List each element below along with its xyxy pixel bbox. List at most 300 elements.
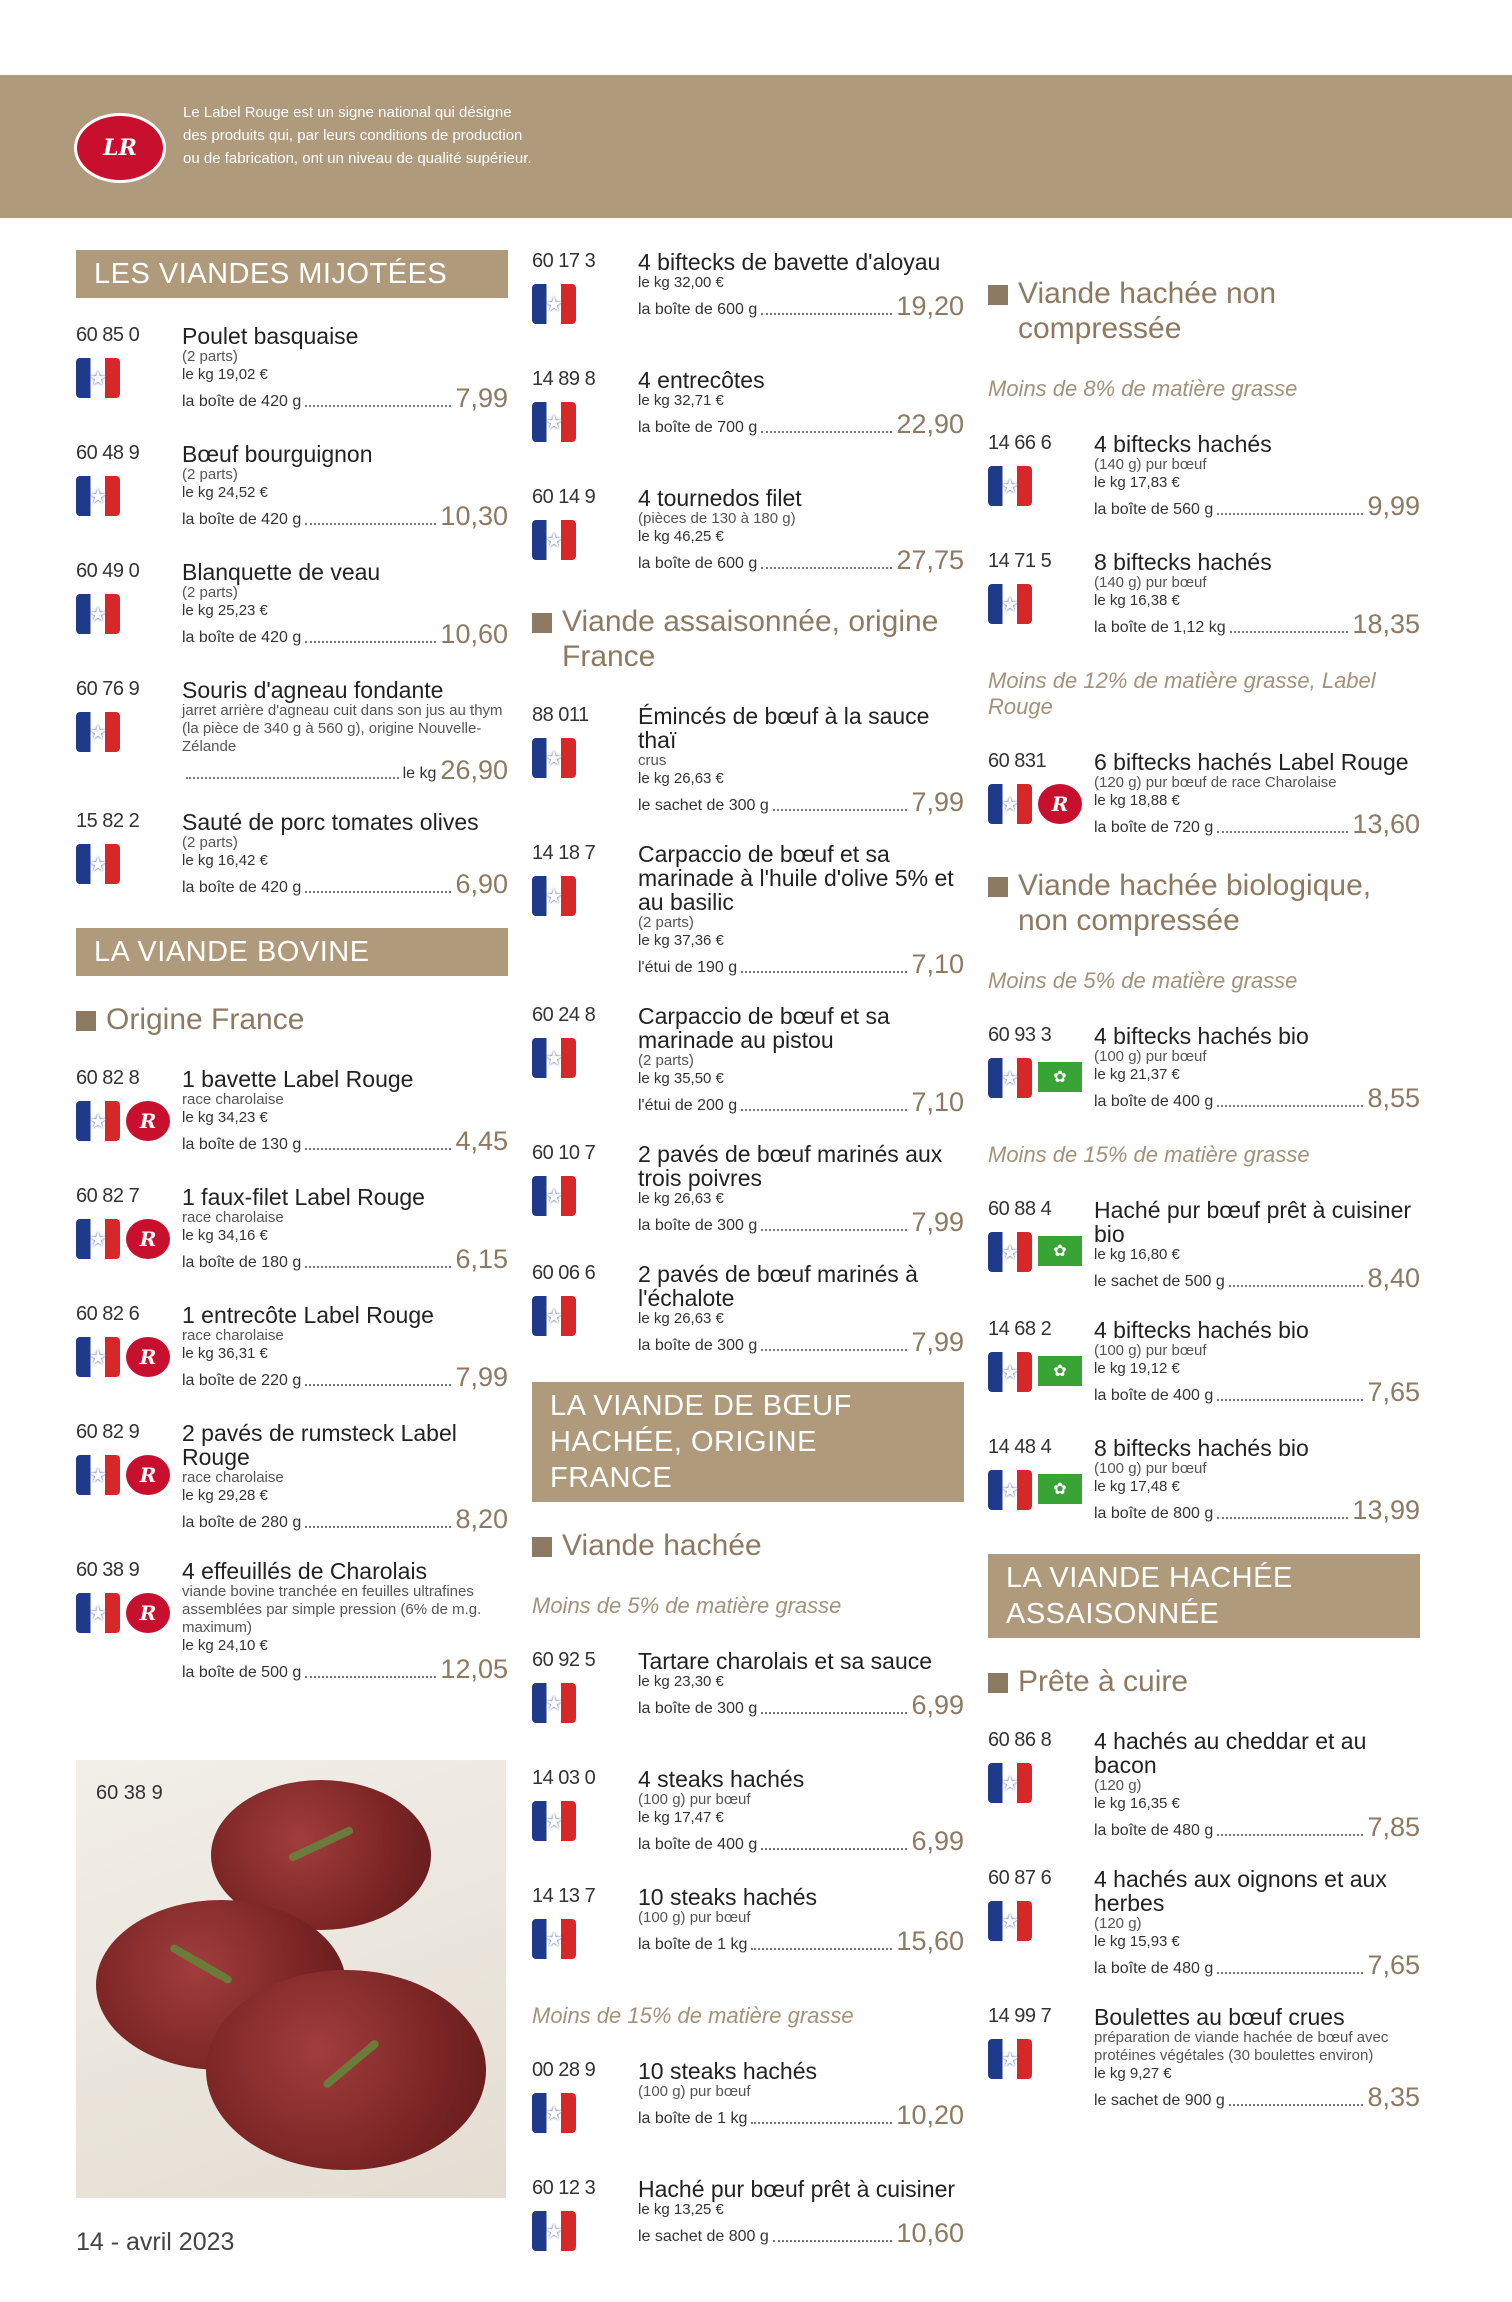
product-badges xyxy=(76,1219,170,1259)
product-name: Boulettes au bœuf crues xyxy=(1094,2004,1345,2030)
product-name: 4 tournedos filet xyxy=(638,485,802,511)
product-name: 4 entrecôtes xyxy=(638,367,765,393)
product-badges xyxy=(532,738,576,778)
product-price: 7,85 xyxy=(1367,1812,1420,1842)
origine-france-icon: ★ xyxy=(532,1801,576,1841)
product-item xyxy=(532,2177,964,2269)
origine-france-icon: ★ xyxy=(532,1296,576,1336)
product-code: 60 82 9 xyxy=(76,1421,140,1443)
product-code: 60 92 5 xyxy=(532,1649,596,1671)
origine-france-icon: ★ xyxy=(532,876,576,916)
section-heading: LA VIANDE HACHÉE ASSAISONNÉE xyxy=(988,1554,1420,1638)
origine-france-icon: ★ xyxy=(532,284,576,324)
price-per-kg: le kg 17,83 € xyxy=(1094,474,1180,491)
price-line xyxy=(182,1363,508,1391)
product-badges xyxy=(988,784,1082,824)
product-code: 60 87 6 xyxy=(988,1867,1052,1889)
package-size: la boîte de 600 g xyxy=(638,555,758,572)
product-name: Tartare charolais et sa sauce xyxy=(638,1648,933,1674)
package-size: la boîte de 420 g xyxy=(182,879,302,896)
product-price: 10,60 xyxy=(896,2218,964,2248)
product-item xyxy=(76,1185,508,1277)
product-badges xyxy=(532,1919,576,1959)
product-price: 6,15 xyxy=(455,1244,508,1274)
product-price: 26,90 xyxy=(440,755,508,785)
package-size: la boîte de 720 g xyxy=(1094,819,1214,836)
product-badges xyxy=(76,1101,170,1141)
product-price: 7,99 xyxy=(911,787,964,817)
price-per-kg: le kg 16,80 € xyxy=(1094,1246,1180,1263)
product-name: 10 steaks hachés xyxy=(638,2058,818,2084)
product-description: jarret arrière d'agneau cuit dans son jus au thym (la pièce de 340 g à 560 g), origine Nouvelle-Zélande xyxy=(182,702,503,755)
product-code: 60 38 9 xyxy=(76,1559,140,1581)
product-description: (140 g) pur bœuf xyxy=(1094,456,1207,473)
organic-leaf-icon: ✿ xyxy=(1038,1474,1082,1504)
price-line xyxy=(638,546,964,574)
product-name: Sauté de porc tomates olives xyxy=(182,809,479,835)
product-code: 60 82 8 xyxy=(76,1067,140,1089)
section-heading: LES VIANDES MIJOTÉES xyxy=(76,250,508,298)
package-size: la boîte de 400 g xyxy=(638,1836,758,1853)
product-description: (2 parts) xyxy=(638,1052,694,1069)
product-code: 14 03 0 xyxy=(532,1767,596,1789)
product-badges xyxy=(988,466,1032,506)
origine-france-icon: ★ xyxy=(988,1763,1032,1803)
price-line xyxy=(1094,1813,1420,1841)
dot-leader xyxy=(186,777,399,779)
product-description: (100 g) pur bœuf xyxy=(1094,1460,1207,1477)
package-size: la boîte de 1 kg xyxy=(638,2110,748,2127)
label-rouge-icon: R xyxy=(1038,784,1082,824)
product-description: préparation de viande hachée de bœuf avec protéines végétales (30 boulettes environ) xyxy=(1094,2029,1389,2064)
product-item xyxy=(988,1729,1420,1841)
price-line xyxy=(638,410,964,438)
product-name: Poulet basquaise xyxy=(182,323,359,349)
package-size: le sachet de 300 g xyxy=(638,797,769,814)
product-item xyxy=(988,1867,1420,1979)
product-photo xyxy=(76,1760,506,2198)
price-per-kg: le kg 32,00 € xyxy=(638,274,724,291)
dot-leader xyxy=(773,2240,893,2242)
product-code: 60 49 0 xyxy=(76,560,140,582)
product-price: 6,99 xyxy=(911,1826,964,1856)
dot-leader xyxy=(1230,631,1349,633)
price-line xyxy=(638,1328,964,1356)
product-price: 7,65 xyxy=(1367,1950,1420,1980)
product-badges xyxy=(988,1763,1032,1803)
product-code: 14 18 7 xyxy=(532,842,596,864)
product-description: (140 g) pur bœuf xyxy=(1094,574,1207,591)
product-price: 7,65 xyxy=(1367,1377,1420,1407)
product-code: 15 82 2 xyxy=(76,810,140,832)
price-per-kg: le kg 16,38 € xyxy=(1094,592,1180,609)
product-description: (120 g) pur bœuf de race Charolaise xyxy=(1094,774,1337,791)
product-name: 8 biftecks hachés xyxy=(1094,549,1272,575)
price-line xyxy=(638,1927,964,1955)
dot-leader xyxy=(305,1384,451,1386)
dot-leader xyxy=(305,891,451,893)
origine-france-icon: ★ xyxy=(76,1219,120,1259)
organic-leaf-icon: ✿ xyxy=(1038,1062,1082,1092)
product-code: 14 48 4 xyxy=(988,1436,1052,1458)
product-price: 15,60 xyxy=(896,1926,964,1956)
price-line xyxy=(638,292,964,320)
origine-france-icon: ★ xyxy=(532,2093,576,2133)
package-size: la boîte de 130 g xyxy=(182,1136,302,1153)
product-badges xyxy=(532,876,576,916)
subsection-heading: Viande hachée biologique, non compressée xyxy=(988,868,1420,938)
origine-france-icon: ★ xyxy=(532,1683,576,1723)
label-rouge-icon: R xyxy=(126,1219,170,1259)
subsection-heading: Viande assaisonnée, origine France xyxy=(532,604,964,674)
fat-content-note: Moins de 8% de matière grasse xyxy=(988,376,1298,401)
dot-leader xyxy=(305,1148,451,1150)
product-description: race charolaise xyxy=(182,1327,284,1344)
dot-leader xyxy=(1217,1105,1363,1107)
price-line xyxy=(182,1505,508,1533)
origine-france-icon: ★ xyxy=(76,1101,120,1141)
package-size: la boîte de 480 g xyxy=(1094,1822,1214,1839)
label-rouge-icon: R xyxy=(126,1101,170,1141)
price-per-kg: le kg 35,50 € xyxy=(638,1070,724,1087)
product-item xyxy=(988,432,1420,524)
price-line xyxy=(1094,1951,1420,1979)
product-price: 8,40 xyxy=(1367,1263,1420,1293)
package-size: la boîte de 700 g xyxy=(638,419,758,436)
product-price: 6,90 xyxy=(455,869,508,899)
package-size: le kg xyxy=(402,765,437,782)
product-name: 4 biftecks hachés xyxy=(1094,431,1272,457)
fat-content-note: Moins de 5% de matière grasse xyxy=(988,968,1298,993)
photo-product-code: 60 38 9 xyxy=(96,1782,163,1804)
product-name: Souris d'agneau fondante xyxy=(182,677,444,703)
price-per-kg: le kg 16,35 € xyxy=(1094,1795,1180,1812)
product-code: 60 93 3 xyxy=(988,1024,1052,1046)
product-price: 7,10 xyxy=(911,1087,964,1117)
label-rouge-banner xyxy=(0,75,1512,218)
column-3 xyxy=(988,262,1420,2137)
dot-leader xyxy=(1217,1834,1363,1836)
price-line xyxy=(182,870,508,898)
fat-content-note: Moins de 5% de matière grasse xyxy=(532,1593,842,1618)
dot-leader xyxy=(773,809,908,811)
price-line xyxy=(182,620,508,648)
product-badges xyxy=(988,2039,1032,2079)
product-price: 13,60 xyxy=(1352,809,1420,839)
price-line xyxy=(1094,1264,1420,1292)
product-badges xyxy=(988,1058,1082,1098)
price-per-kg: le kg 46,25 € xyxy=(638,528,724,545)
product-code: 00 28 9 xyxy=(532,2059,596,2081)
package-size: la boîte de 300 g xyxy=(638,1337,758,1354)
dot-leader xyxy=(761,1712,907,1714)
price-per-kg: le kg 23,30 € xyxy=(638,1673,724,1690)
subsection-heading: Prête à cuire xyxy=(988,1664,1420,1699)
dot-leader xyxy=(751,1948,892,1950)
origine-france-icon: ★ xyxy=(988,584,1032,624)
price-line xyxy=(1094,1084,1420,1112)
product-description: (120 g) xyxy=(1094,1915,1142,1932)
product-price: 10,20 xyxy=(896,2100,964,2130)
price-line xyxy=(182,1127,508,1155)
column-2 xyxy=(532,250,964,2295)
package-size: la boîte de 1 kg xyxy=(638,1936,748,1953)
price-line xyxy=(1094,1496,1420,1524)
section-heading: LA VIANDE DE BŒUF HACHÉE, ORIGINE FRANCE xyxy=(532,1382,964,1502)
package-size: l'étui de 200 g xyxy=(638,1097,738,1114)
product-name: 2 pavés de bœuf marinés à l'échalote xyxy=(638,1261,918,1311)
price-per-kg: le kg 16,42 € xyxy=(182,852,268,869)
product-price: 9,99 xyxy=(1367,491,1420,521)
product-item xyxy=(988,1024,1420,1116)
product-item xyxy=(532,1767,964,1859)
product-item xyxy=(532,486,964,578)
product-badges xyxy=(532,2093,576,2133)
product-description: (100 g) pur bœuf xyxy=(1094,1342,1207,1359)
price-line xyxy=(182,502,508,530)
package-size: la boîte de 400 g xyxy=(1094,1093,1214,1110)
product-name: Bœuf bourguignon xyxy=(182,441,373,467)
dot-leader xyxy=(305,405,451,407)
product-name: 1 bavette Label Rouge xyxy=(182,1066,414,1092)
package-size: la boîte de 420 g xyxy=(182,511,302,528)
price-line xyxy=(182,756,508,784)
origine-france-icon: ★ xyxy=(988,466,1032,506)
product-item xyxy=(76,1559,508,1683)
section-heading: LA VIANDE BOVINE xyxy=(76,928,508,976)
banner-text: Le Label Rouge est un signe national qui désigne des produits qui, par leurs conditions de production ou de fabrication, ont un niveau de qualité supérieur. xyxy=(183,104,532,167)
product-description: crus xyxy=(638,752,667,769)
origine-france-icon: ★ xyxy=(76,476,120,516)
product-name: 4 biftecks hachés bio xyxy=(1094,1023,1309,1049)
product-badges xyxy=(532,1296,576,1336)
product-code: 60 06 6 xyxy=(532,1262,596,1284)
product-price: 10,60 xyxy=(440,619,508,649)
price-per-kg: le kg 25,23 € xyxy=(182,602,268,619)
price-line xyxy=(1094,492,1420,520)
product-price: 7,99 xyxy=(455,383,508,413)
dot-leader xyxy=(1229,1285,1364,1287)
price-per-kg: le kg 24,10 € xyxy=(182,1637,268,1654)
product-price: 4,45 xyxy=(455,1126,508,1156)
package-size: la boîte de 600 g xyxy=(638,301,758,318)
dot-leader xyxy=(741,971,907,973)
origine-france-icon: ★ xyxy=(532,2211,576,2251)
product-code: 14 13 7 xyxy=(532,1885,596,1907)
dot-leader xyxy=(1217,1517,1348,1519)
dot-leader xyxy=(305,1676,436,1678)
package-size: la boîte de 1,12 kg xyxy=(1094,619,1226,636)
product-badges xyxy=(532,284,576,324)
price-line xyxy=(182,384,508,412)
price-per-kg: le kg 21,37 € xyxy=(1094,1066,1180,1083)
fat-content-note: Moins de 15% de matière grasse xyxy=(988,1142,1310,1167)
subsection-heading: Viande hachée xyxy=(532,1528,964,1563)
organic-leaf-icon: ✿ xyxy=(1038,1236,1082,1266)
product-name: 6 biftecks hachés Label Rouge xyxy=(1094,749,1409,775)
price-per-kg: le kg 19,12 € xyxy=(1094,1360,1180,1377)
product-code: 60 82 7 xyxy=(76,1185,140,1207)
dot-leader xyxy=(305,1266,451,1268)
product-price: 7,10 xyxy=(911,949,964,979)
product-code: 60 12 3 xyxy=(532,2177,596,2199)
origine-france-icon: ★ xyxy=(532,402,576,442)
product-description: (2 parts) xyxy=(182,466,238,483)
price-per-kg: le kg 17,48 € xyxy=(1094,1478,1180,1495)
product-name: 2 pavés de bœuf marinés aux trois poivres xyxy=(638,1141,943,1191)
origine-france-icon: ★ xyxy=(76,1593,120,1633)
price-line xyxy=(638,1827,964,1855)
product-item xyxy=(532,250,964,342)
product-badges xyxy=(988,1470,1082,1510)
product-description: race charolaise xyxy=(182,1091,284,1108)
product-code: 14 99 7 xyxy=(988,2005,1052,2027)
origine-france-icon: ★ xyxy=(988,1232,1032,1272)
product-description: (pièces de 130 à 180 g) xyxy=(638,510,796,527)
price-line xyxy=(638,950,964,978)
price-line xyxy=(1094,810,1420,838)
product-name: 2 pavés de rumsteck Label Rouge xyxy=(182,1420,457,1470)
product-code: 60 76 9 xyxy=(76,678,140,700)
product-code: 60 86 8 xyxy=(988,1729,1052,1751)
product-code: 60 24 8 xyxy=(532,1004,596,1026)
origine-france-icon: ★ xyxy=(76,594,120,634)
product-code: 60 14 9 xyxy=(532,486,596,508)
product-badges xyxy=(76,1337,170,1377)
product-item xyxy=(988,2005,1420,2111)
product-item xyxy=(988,550,1420,642)
subsection-heading: Viande hachée non compressée xyxy=(988,276,1420,346)
price-per-kg: le kg 36,31 € xyxy=(182,1345,268,1362)
product-description: race charolaise xyxy=(182,1209,284,1226)
origine-france-icon: ★ xyxy=(532,520,576,560)
price-per-kg: le kg 19,02 € xyxy=(182,366,268,383)
package-size: la boîte de 800 g xyxy=(1094,1505,1214,1522)
dot-leader xyxy=(761,431,892,433)
origine-france-icon: ★ xyxy=(532,1038,576,1078)
product-item xyxy=(532,1885,964,1977)
product-item xyxy=(76,810,508,902)
price-line xyxy=(1094,1378,1420,1406)
product-badges xyxy=(532,402,576,442)
product-item xyxy=(532,368,964,460)
package-size: la boîte de 300 g xyxy=(638,1217,758,1234)
price-line xyxy=(638,788,964,816)
origine-france-icon: ★ xyxy=(532,738,576,778)
product-code: 14 68 2 xyxy=(988,1318,1052,1340)
product-badges xyxy=(76,712,120,752)
package-size: la boîte de 420 g xyxy=(182,393,302,410)
fat-content-note: Moins de 12% de matière grasse, Label Rouge xyxy=(988,668,1376,719)
product-name: Carpaccio de bœuf et sa marinade à l'huile d'olive 5% et au basilic xyxy=(638,841,954,915)
product-item xyxy=(532,704,964,816)
package-size: le sachet de 900 g xyxy=(1094,2092,1225,2109)
price-per-kg: le kg 26,63 € xyxy=(638,1310,724,1327)
product-price: 7,99 xyxy=(911,1207,964,1237)
price-per-kg: le kg 32,71 € xyxy=(638,392,724,409)
product-name: Émincés de bœuf à la sauce thaï xyxy=(638,703,930,753)
origine-france-icon: ★ xyxy=(76,1455,120,1495)
package-size: la boîte de 400 g xyxy=(1094,1387,1214,1404)
dot-leader xyxy=(1217,831,1348,833)
product-badges xyxy=(532,1038,576,1078)
product-description: (100 g) pur bœuf xyxy=(1094,1048,1207,1065)
product-item xyxy=(532,2059,964,2151)
column-1 xyxy=(76,250,508,1709)
product-name: 4 hachés aux oignons et aux herbes xyxy=(1094,1866,1387,1916)
product-item xyxy=(532,1004,964,1116)
product-price: 27,75 xyxy=(896,545,964,575)
product-price: 7,99 xyxy=(455,1362,508,1392)
product-badges xyxy=(76,476,120,516)
origine-france-icon: ★ xyxy=(988,1352,1032,1392)
product-description: (120 g) xyxy=(1094,1777,1142,1794)
product-price: 19,20 xyxy=(896,291,964,321)
product-description: (100 g) pur bœuf xyxy=(638,1791,751,1808)
product-code: 60 88 4 xyxy=(988,1198,1052,1220)
package-size: la boîte de 300 g xyxy=(638,1700,758,1717)
product-badges xyxy=(988,1352,1082,1392)
page-footer: 14 - avril 2023 xyxy=(76,2228,235,2256)
product-badges xyxy=(532,1801,576,1841)
product-code: 60 17 3 xyxy=(532,250,596,272)
price-line xyxy=(182,1655,508,1683)
product-item xyxy=(76,678,508,784)
product-item xyxy=(988,1318,1420,1410)
dot-leader xyxy=(1217,513,1363,515)
product-price: 13,99 xyxy=(1352,1495,1420,1525)
package-size: la boîte de 220 g xyxy=(182,1372,302,1389)
product-description: (2 parts) xyxy=(638,914,694,931)
product-price: 8,55 xyxy=(1367,1083,1420,1113)
dot-leader xyxy=(305,1526,451,1528)
price-per-kg: le kg 18,88 € xyxy=(1094,792,1180,809)
product-price: 8,35 xyxy=(1367,2082,1420,2112)
product-description: (2 parts) xyxy=(182,348,238,365)
organic-leaf-icon: ✿ xyxy=(1038,1356,1082,1386)
product-badges xyxy=(76,1593,170,1633)
product-code: 60 85 0 xyxy=(76,324,140,346)
price-per-kg: le kg 26,63 € xyxy=(638,770,724,787)
package-size: la boîte de 480 g xyxy=(1094,1960,1214,1977)
origine-france-icon: ★ xyxy=(76,358,120,398)
product-price: 12,05 xyxy=(440,1654,508,1684)
product-code: 14 89 8 xyxy=(532,368,596,390)
product-name: Haché pur bœuf prêt à cuisiner bio xyxy=(1094,1197,1412,1247)
product-item xyxy=(532,842,964,978)
product-price: 22,90 xyxy=(896,409,964,439)
dot-leader xyxy=(761,1229,907,1231)
package-size: la boîte de 280 g xyxy=(182,1514,302,1531)
dot-leader xyxy=(761,1349,907,1351)
product-name: Carpaccio de bœuf et sa marinade au pistou xyxy=(638,1003,890,1053)
dot-leader xyxy=(741,1109,907,1111)
product-item xyxy=(988,750,1420,842)
price-per-kg: le kg 15,93 € xyxy=(1094,1933,1180,1950)
product-badges xyxy=(532,1683,576,1723)
price-line xyxy=(182,1245,508,1273)
product-item xyxy=(76,442,508,534)
product-name: 8 biftecks hachés bio xyxy=(1094,1435,1309,1461)
origine-france-icon: ★ xyxy=(988,1058,1032,1098)
product-item xyxy=(988,1436,1420,1528)
origine-france-icon: ★ xyxy=(988,1901,1032,1941)
product-name: 4 biftecks hachés bio xyxy=(1094,1317,1309,1343)
product-name: 4 effeuillés de Charolais xyxy=(182,1558,428,1584)
dot-leader xyxy=(305,523,436,525)
package-size: le sachet de 500 g xyxy=(1094,1273,1225,1290)
product-badges xyxy=(988,1232,1082,1272)
